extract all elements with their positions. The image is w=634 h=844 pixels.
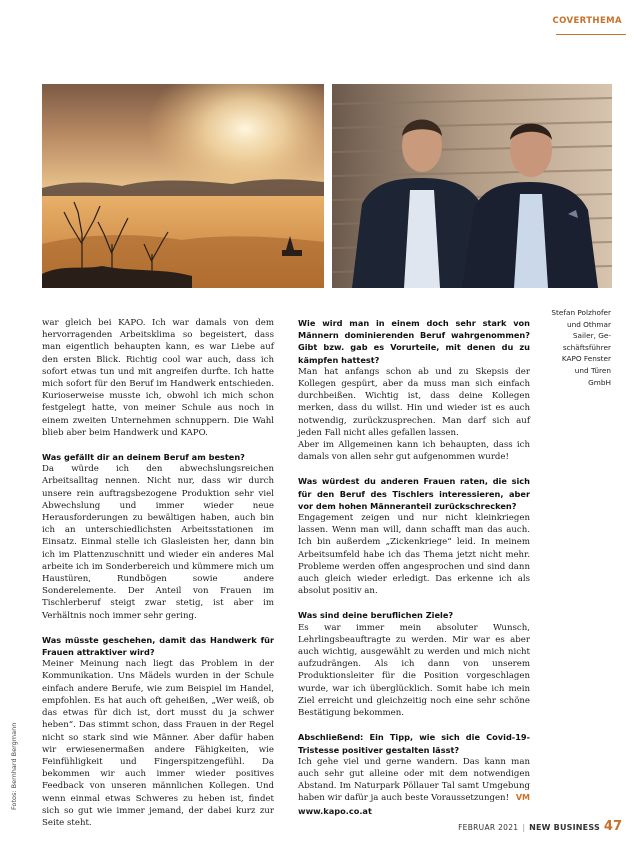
portrait-photo bbox=[332, 84, 612, 288]
page-number: 47 bbox=[603, 819, 622, 834]
spacer bbox=[42, 439, 274, 451]
sunrise-fog-illustration bbox=[42, 84, 324, 288]
caption-line: Stefan Polzhofer bbox=[551, 308, 611, 317]
caption-line: GmbH bbox=[588, 377, 611, 387]
spacer bbox=[298, 597, 530, 609]
article-column-right bbox=[298, 317, 530, 817]
issue-date: FEBRUAR 2021 bbox=[458, 823, 519, 832]
section-tag: COVERTHEMA bbox=[552, 16, 622, 26]
interview-question: Abschließend: Ein Tipp, wie sich die Covid-19-Tristesse positiver gestalten lässt? bbox=[298, 732, 530, 755]
photo-caption bbox=[545, 307, 611, 388]
interview-question: Wie wird man in einem doch sehr stark von Männern dominierenden Beruf wahrgenommen? Gibt bzw. gab es Vorurteile, mit denen du zu kämpfen hattest? bbox=[298, 318, 530, 365]
photo-credit bbox=[10, 700, 24, 810]
landscape-photo bbox=[42, 84, 324, 288]
photo-credit-text: Fotos: Bernhard Bergmann bbox=[10, 722, 18, 810]
section-tag-rule bbox=[556, 34, 626, 35]
paragraph: Da würde ich den abwechslungsreichen Arbeitsalltag nennen. Nicht nur, dass wir durch unsere rein auftragsbezogene Produktion sehr viel Abwechslung und immer wieder neue Herausforderungen zu bewältigen haben, auch bin ich an unterschiedlichsten Arbeitsstationen im Einsatz. Einmal stelle ich Glasleisten her, dann bin ich im Plattenzuschnitt und wieder ein anderes Mal arbeite ich im Sonderbereich und kümmere mich um Haustüren, Rundbögen sowie andere Sonderelemente. Der Anteil von Frauen im Tischlerberuf steigt zwar stetig, ist aber im Verhältnis noch immer sehr gering. bbox=[42, 464, 274, 621]
paragraph-text: Ich gehe viel und gerne wandern. Das kann man auch sehr gut alleine oder mit dem notwendigen Abstand. Im Naturpark Pöllauer Tal samt Umgebung haben wir dafür ja auch beste Voraussetzungen! bbox=[298, 756, 530, 804]
caption-line: Sailer, Ge- bbox=[572, 331, 611, 341]
interview-question: Was sind deine beruflichen Ziele? bbox=[298, 610, 454, 621]
paragraph: Meiner Meinung nach liegt das Problem in der Kommunikation. Uns Mädels wurden in der Schule einfach andere Berufe, wie zum Beispiel im Handel, empfohlen. Es hat auch oft geheißen, „Wer weiß, ob das etwas für dich ist, dort musst du ja schwer heben“. Das stimmt schon, dass Frauen in der Regel nicht so stark sind wie Männer. Aber dafür haben wir erwiesenermaßen andere Fähigkeiten, wie Feinfühligkeit und Fingerspitzengefühl. Da bekommen wir auch immer wieder positives Feedback von unseren männlichen Kollegen. Und wenn einmal etwas Schweres zu heben ist, findet sich so gut wie immer jemand, der dabei kurz zur Seite steht. bbox=[42, 659, 274, 828]
two-men-portrait-illustration bbox=[332, 84, 612, 288]
paragraph bbox=[298, 756, 530, 805]
paragraph: war gleich bei KAPO. Ich war damals von dem hervorragenden Arbeitsklima so begeistert, dass man eigentlich behaupten kann, es war Liebe auf den ersten Blick. Richtig cool war auch, dass ich sofort etwas tun und mit angreifen durfte. Ich hatte mich sofort für den Beruf im Handwerk entschieden. Kurioserweise musste ich, obwohl ich mich schon festgelegt hatte, von meiner Schule aus noch in einem zweiten Unternehmen schnuppern. Die Wahl blieb aber beim Handwerk und KAPO. bbox=[42, 318, 274, 438]
caption-line: KAPO Fenster bbox=[561, 354, 611, 364]
interview-question: Was müsste geschehen, damit das Handwerk für Frauen attraktiver wird? bbox=[42, 634, 274, 658]
footer-separator: | bbox=[522, 823, 526, 832]
caption-line: und Othmar bbox=[566, 319, 611, 329]
caption-line: schäftsführer bbox=[562, 342, 611, 352]
page-footer bbox=[458, 819, 622, 834]
paragraph: Aber im Allgemeinen kann ich behaupten, dass ich damals von allen sehr gut aufgenommen wurde! bbox=[298, 440, 530, 463]
paragraph: Man hat anfangs schon ab und zu Skepsis der Kollegen gespürt, aber da muss man sich einfach durchbeißen. Wichtig ist, dass deine Kollegen merken, dass du willst. Hin und wieder ist es auch notwendig, zurückzusprechen. Man darf sich auf jeden Fall nicht alles gefallen lassen. bbox=[298, 366, 530, 438]
paragraph: Es war immer mein absoluter Wunsch, Lehrlingsbeauftragte zu werden. Mir war es aber auch wichtig, ausgewählt zu werden und mich nicht aufzudrängen. Als ich dann von unserem Produktionsleiter für die Position vorgeschlagen wurde, war ich überglücklich. Somit habe ich mein Ziel erreicht und gleichzeitig noch eine sehr schöne Bestätigung bekommen. bbox=[298, 622, 530, 719]
author-initials: VM bbox=[515, 793, 530, 803]
spacer bbox=[42, 622, 274, 634]
caption-line: und Türen bbox=[574, 365, 611, 375]
magazine-name: NEW BUSINESS bbox=[529, 823, 600, 832]
paragraph: Engagement zeigen und nur nicht kleinkriegen lassen. Wenn man will, dann schafft man das auch. Ich bin außerdem „Zickenkriege“ leid. In meinem Arbeitsumfeld habe ich das Thema jetzt nicht mehr. Probleme werden offen angesprochen und sind dann auch gleich wieder erledigt. Das erkenne ich als absolut positiv an. bbox=[298, 513, 530, 597]
website-link[interactable]: www.kapo.co.at bbox=[298, 805, 372, 816]
interview-question: Was würdest du anderen Frauen raten, die sich für den Beruf des Tischlers interessieren, aber vor dem hohen Männeranteil zurückschrecken? bbox=[298, 476, 530, 511]
interview-question: Was gefällt dir an deinem Beruf am besten? bbox=[42, 452, 245, 463]
spacer bbox=[298, 719, 530, 731]
article-column-left bbox=[42, 317, 274, 829]
spacer bbox=[298, 463, 530, 475]
